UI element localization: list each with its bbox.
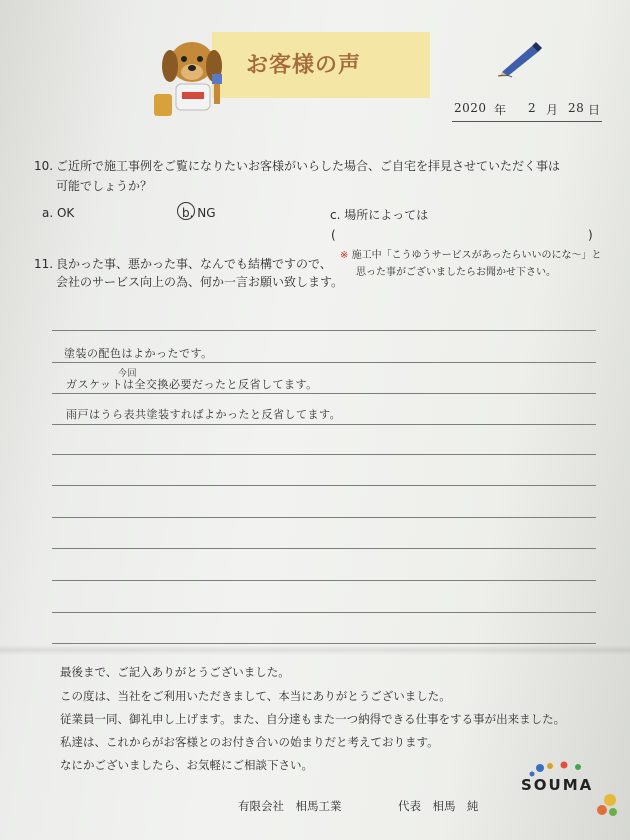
- q10-option-b[interactable]: b. NG: [182, 206, 216, 220]
- answer-line: [52, 485, 596, 486]
- answer-line: [52, 548, 596, 549]
- q10-option-c[interactable]: c. 場所によっては: [330, 208, 429, 222]
- date-month-unit: 月: [546, 103, 559, 117]
- logo-text: SOUMA: [521, 776, 594, 794]
- q11-number: 11.: [34, 257, 54, 271]
- q10-text-line2: 可能でしょうか？: [56, 179, 153, 193]
- handwritten-answer-3: 雨戸はうら表共塗装すればよかったと反省してます。: [66, 408, 342, 421]
- q11-text-line1: 良かった事、悪かった事、なんでも結構ですので、: [56, 257, 332, 271]
- q11-note-line1: [340, 247, 601, 264]
- answer-line: [52, 580, 596, 581]
- answer-line: [52, 517, 596, 518]
- answer-line: [52, 454, 596, 455]
- logo-dot-blue: [536, 764, 544, 772]
- date-day-unit: 日: [588, 103, 601, 117]
- note-text-line1: 施工中「こうゆうサービスがあったらいいのにな〜」と: [351, 250, 602, 261]
- logo-ball-yellow: [604, 794, 616, 806]
- date-day: 28: [568, 101, 585, 115]
- note-mark: ※: [340, 250, 349, 261]
- q10-text-line1: ご近所で施工事例をご覧になりたいお客様がいらした場合、ご自宅を拝見させていただく事は: [56, 159, 561, 173]
- date-year-unit: 年: [494, 103, 507, 117]
- dog-mascot-icon: [148, 32, 238, 120]
- answer-line: [52, 362, 596, 363]
- q10-option-a[interactable]: a. OK: [42, 206, 75, 220]
- handwritten-answer-2: ガスケットは全交換必要だったと反省してます。: [66, 378, 318, 391]
- date-field: [452, 101, 602, 122]
- closing-line-1: 最後まで、ご記入ありがとうございました。: [60, 665, 290, 679]
- date-month: 2: [528, 101, 537, 115]
- closing-line-3: 従業員一同、御礼申し上げます。また、自分達もまた一つ納得できる仕事をする事が出来ました。: [60, 712, 566, 726]
- page-title: お客様の声: [246, 53, 362, 78]
- logo-ball-green: [609, 808, 617, 816]
- answer-line: [52, 330, 596, 331]
- q10-paren-close: ): [588, 228, 593, 242]
- answer-line: [52, 393, 596, 394]
- closing-line-2: この度は、当社をご利用いただきまして、本当にありがとうございました。: [60, 689, 451, 703]
- closing-line-5: なにかございましたら、お気軽にご相談下さい。: [60, 758, 313, 772]
- pen-icon: [496, 38, 546, 78]
- handwritten-insert: 今回: [118, 369, 138, 379]
- answer-line: [52, 424, 596, 425]
- q10-paren-open: (: [331, 228, 336, 242]
- logo-dot-green: [575, 764, 581, 770]
- q11-note-line2: 思った事がございましたらお聞かせ下さい。: [356, 267, 556, 278]
- answer-line: [52, 612, 596, 613]
- date-year: 2020: [454, 101, 487, 115]
- answer-line: [52, 643, 596, 644]
- paper-fold-shadow: [0, 645, 630, 655]
- closing-line-4: 私達は、これからがお客様とのお付き合いの始まりだと考えております。: [60, 735, 439, 749]
- logo-dot-yellow: [547, 763, 553, 769]
- representative-name: 代表 相馬 純: [398, 799, 479, 813]
- logo-dot-red: [561, 762, 568, 769]
- q11-text-line2: 会社のサービス向上の為、何か一言お願い致します。: [56, 275, 344, 289]
- company-name: 有限会社 相馬工業: [238, 799, 342, 813]
- handwritten-answer-1: 塗装の配色はよかったです。: [64, 347, 213, 360]
- logo-ball-red: [597, 805, 607, 815]
- q10-number: 10.: [34, 159, 54, 173]
